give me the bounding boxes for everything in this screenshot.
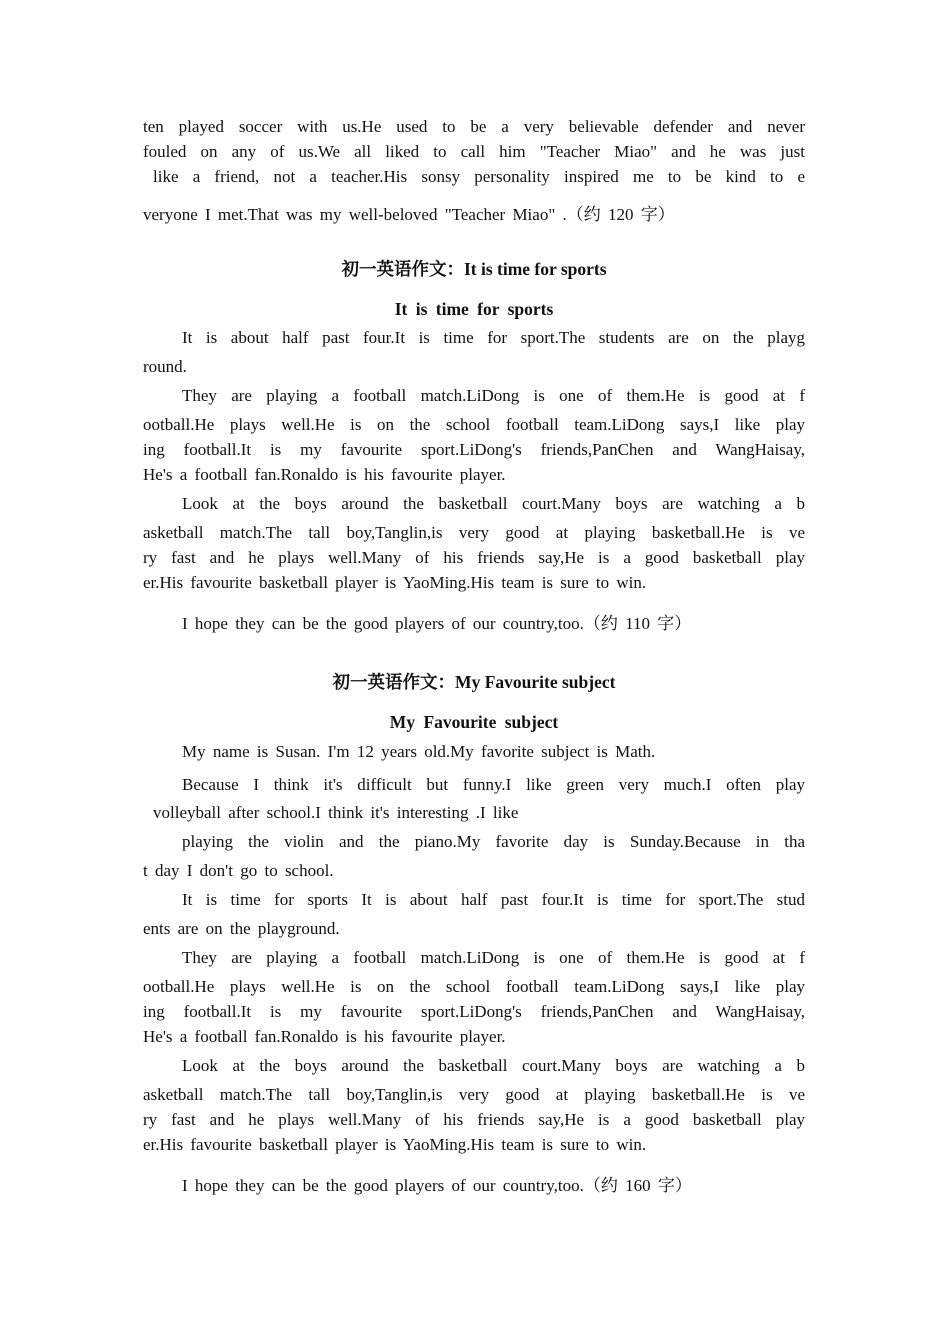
paragraph-line: ing football.It is my favourite sport.LiDong's friends,PanChen and WangHaisay, — [143, 1002, 805, 1021]
paragraph-line: asketball match.The tall boy,Tanglin,is very good at playing basketball.He is ve — [143, 1085, 805, 1104]
paragraph-line: ry fast and he plays well.Many of his friends say,He is a good basketball play — [143, 548, 805, 567]
paragraph-line: ry fast and he plays well.Many of his friends say,He is a good basketball play — [143, 1110, 805, 1129]
paragraph-line: He's a football fan.Ronaldo is his favourite player. — [143, 465, 506, 484]
essay-title: It is time for sports — [394, 299, 554, 319]
section-heading: 初一英语作文：My Favourite subject — [332, 672, 616, 692]
paragraph-line: ing football.It is my favourite sport.LiDong's friends,PanChen and WangHaisay, — [143, 440, 805, 459]
paragraph-line: asketball match.The tall boy,Tanglin,is very good at playing basketball.He is ve — [143, 523, 805, 542]
paragraph-line: volleyball after school.I think it's interesting .I like — [153, 803, 519, 822]
paragraph-line: fouled on any of us.We all liked to call him "Teacher Miao" and he was just — [143, 142, 805, 161]
paragraph-line: playing the violin and the piano.My favorite day is Sunday.Because in tha — [182, 832, 805, 851]
paragraph-line: They are playing a football match.LiDong is one of them.He is good at f — [182, 386, 805, 405]
paragraph-line: ootball.He plays well.He is on the school football team.LiDong says,I like play — [143, 977, 805, 996]
paragraph-line: Because I think it's difficult but funny.I like green very much.I often play — [182, 775, 805, 794]
section-heading: 初一英语作文：It is time for sports — [341, 259, 607, 279]
paragraph-line: Look at the boys around the basketball court.Many boys are watching a b — [182, 494, 805, 513]
paragraph-line: ten played soccer with us.He used to be a very believable defender and never — [143, 117, 805, 136]
paragraph-line: It is time for sports It is about half past four.It is time for sport.The stud — [182, 890, 805, 909]
paragraph-line: He's a football fan.Ronaldo is his favourite player. — [143, 1027, 506, 1046]
paragraph-line: Look at the boys around the basketball court.Many boys are watching a b — [182, 1056, 805, 1075]
paragraph-line: er.His favourite basketball player is YaoMing.His team is sure to win. — [143, 573, 647, 592]
paragraph-line: ents are on the playground. — [143, 919, 340, 938]
paragraph-line: I hope they can be the good players of our country,too.（约 110 字） — [182, 614, 692, 633]
paragraph-line: I hope they can be the good players of our country,too.（约 160 字） — [182, 1176, 692, 1195]
paragraph-line: t day I don't go to school. — [143, 861, 334, 880]
paragraph-line: like a friend, not a teacher.His sonsy personality inspired me to be kind to e — [153, 167, 805, 186]
paragraph-line: er.His favourite basketball player is YaoMing.His team is sure to win. — [143, 1135, 647, 1154]
paragraph-line: round. — [143, 357, 187, 376]
paragraph-line: My name is Susan. I'm 12 years old.My favorite subject is Math. — [182, 742, 656, 761]
essay-title: My Favourite subject — [389, 712, 559, 732]
paragraph-line: ootball.He plays well.He is on the school football team.LiDong says,I like play — [143, 415, 805, 434]
paragraph-line: veryone I met.That was my well-beloved "Teacher Miao" .（约 120 字） — [143, 205, 675, 224]
paragraph-line: They are playing a football match.LiDong is one of them.He is good at f — [182, 948, 805, 967]
paragraph-line: It is about half past four.It is time for sport.The students are on the playg — [182, 328, 805, 347]
